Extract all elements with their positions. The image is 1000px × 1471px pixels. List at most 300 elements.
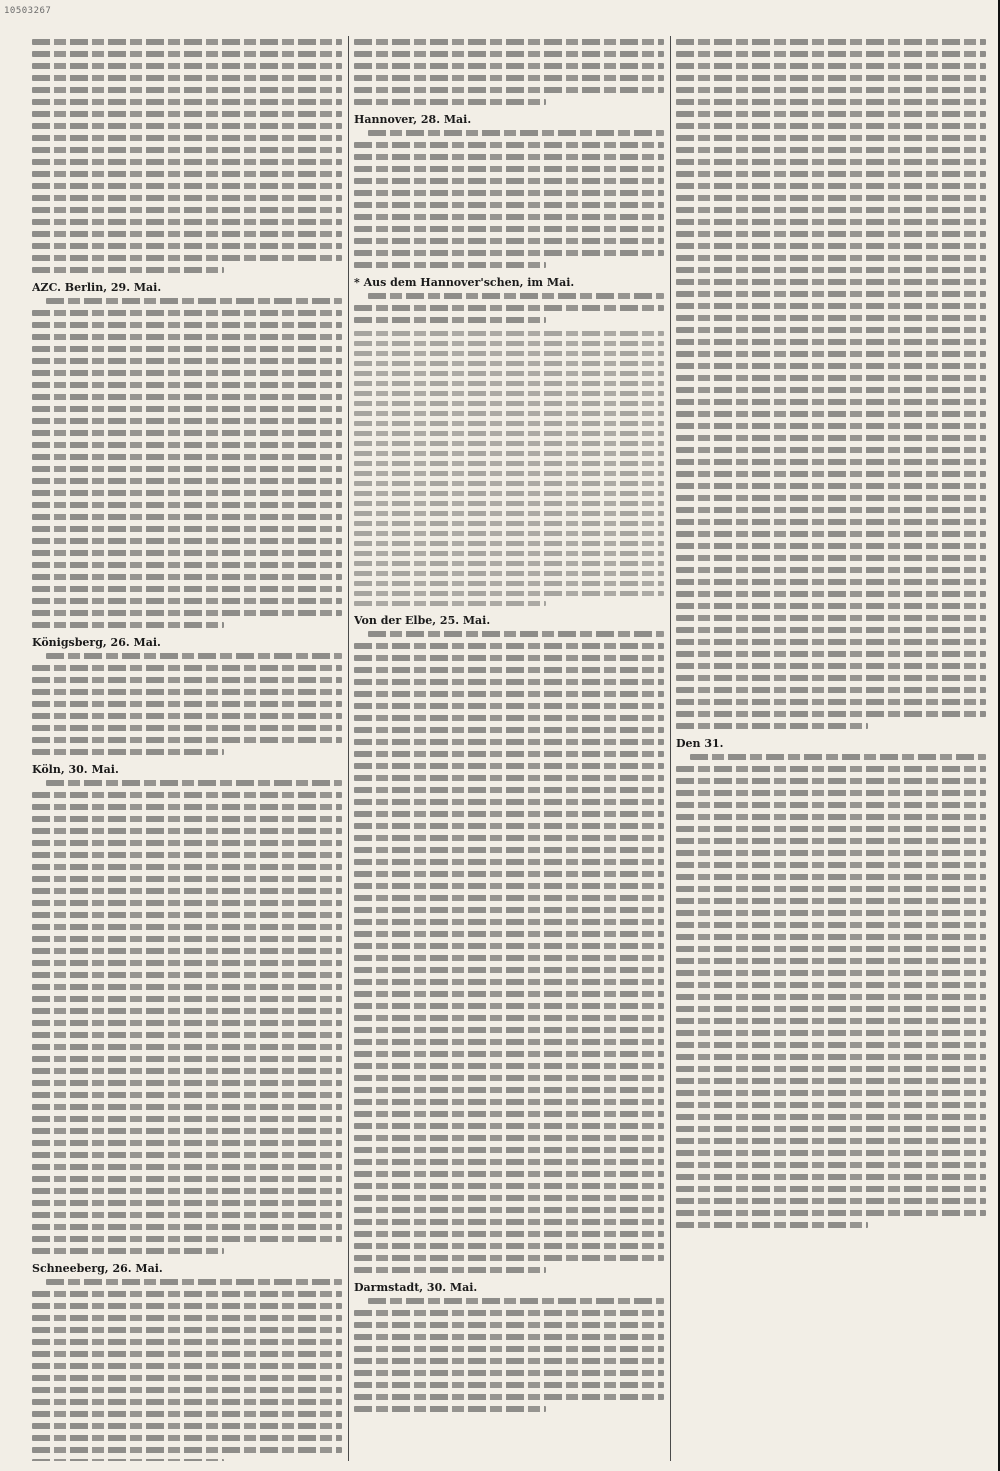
article-text-lines: [354, 293, 664, 323]
text-line: [32, 936, 342, 942]
text-line: [354, 775, 664, 781]
text-line: [354, 461, 664, 466]
text-line: [32, 1248, 224, 1254]
text-line: [32, 816, 342, 822]
text-line: [354, 411, 664, 416]
article-dateline: Darmstadt, 30. Mai.: [354, 1281, 478, 1294]
text-line: [32, 1176, 342, 1182]
text-line: [354, 667, 664, 673]
text-line: [354, 238, 664, 244]
text-line: [354, 1370, 664, 1376]
article-dateline: AZC. Berlin, 29. Mai.: [32, 281, 162, 294]
text-line: [354, 51, 664, 57]
text-line: [676, 922, 986, 928]
text-line: [354, 811, 664, 817]
text-line: [32, 255, 342, 261]
text-line: [32, 1351, 342, 1357]
text-line: [676, 591, 986, 597]
text-line: [354, 531, 664, 536]
text-line: [676, 1090, 986, 1096]
text-line: [676, 363, 986, 369]
text-line: [676, 826, 986, 832]
text-line: [676, 1042, 986, 1048]
text-line: [354, 601, 546, 606]
text-line: [354, 471, 664, 476]
text-line: [32, 677, 342, 683]
text-line: [354, 703, 664, 709]
text-line: [676, 874, 986, 880]
text-line: [32, 924, 342, 930]
text-line: [32, 51, 342, 57]
text-line: [354, 87, 664, 93]
text-line: [676, 1114, 986, 1120]
text-line: [32, 490, 342, 496]
text-line: [354, 75, 664, 81]
article: [676, 737, 986, 1228]
text-line: [32, 1128, 342, 1134]
text-line: [676, 1018, 986, 1024]
text-line: [354, 967, 664, 973]
text-line: [32, 1315, 342, 1321]
text-line: [32, 912, 342, 918]
text-line: [354, 99, 546, 105]
text-line: [354, 823, 664, 829]
text-line: [354, 787, 664, 793]
text-line: [368, 631, 664, 637]
text-line: [676, 1054, 986, 1060]
text-line: [32, 322, 342, 328]
text-line: [32, 713, 342, 719]
text-line: [676, 898, 986, 904]
text-line: [676, 627, 986, 633]
text-line: [354, 178, 664, 184]
text-line: [676, 1126, 986, 1132]
text-line: [676, 1150, 986, 1156]
text-line: [32, 1423, 342, 1429]
text-line: [354, 250, 664, 256]
text-line: [32, 310, 342, 316]
text-line: [676, 435, 986, 441]
text-line: [354, 481, 664, 486]
text-line: [354, 371, 664, 376]
text-line: [676, 1102, 986, 1108]
article-text-lines: [676, 39, 986, 729]
text-line: [354, 361, 664, 366]
text-line: [354, 571, 664, 576]
text-line: [354, 1334, 664, 1340]
text-line: [676, 543, 986, 549]
text-line: [354, 835, 664, 841]
text-line: [32, 960, 342, 966]
text-line: [354, 979, 664, 985]
text-line: [32, 207, 342, 213]
article-text-lines: [354, 631, 664, 1273]
text-line: [354, 739, 664, 745]
text-line: [32, 828, 342, 834]
text-line: [32, 550, 342, 556]
text-line: [676, 555, 986, 561]
text-line: [676, 982, 986, 988]
text-line: [676, 1006, 986, 1012]
text-line: [32, 406, 342, 412]
article: [354, 39, 664, 105]
text-line: [46, 653, 342, 659]
text-line: [676, 1078, 986, 1084]
article-dateline: * Aus dem Hannover'schen, im Mai.: [354, 276, 575, 289]
text-line: [32, 123, 342, 129]
text-line: [354, 955, 664, 961]
article: [354, 614, 664, 1273]
text-line: [32, 876, 342, 882]
text-line: [354, 1039, 664, 1045]
text-line: [32, 1387, 342, 1393]
text-line: [354, 1219, 664, 1225]
text-line: [32, 430, 342, 436]
text-line: [32, 852, 342, 858]
text-line: [32, 665, 342, 671]
text-line: [354, 305, 664, 311]
text-line: [354, 39, 664, 45]
article: [32, 281, 342, 628]
text-line: [676, 886, 986, 892]
text-line: [32, 418, 342, 424]
article: [32, 763, 342, 1254]
text-line: [676, 675, 986, 681]
article-text-lines: [354, 130, 664, 268]
text-line: [32, 1032, 342, 1038]
text-line: [354, 1207, 664, 1213]
text-line: [354, 421, 664, 426]
page-id-stamp: 10503267: [4, 6, 52, 16]
text-line: [354, 1255, 664, 1261]
text-line: [676, 687, 986, 693]
text-line: [32, 63, 342, 69]
article-dateline: Den 31.: [676, 737, 724, 750]
article: [676, 39, 986, 729]
text-line: [676, 663, 986, 669]
text-line: [32, 394, 342, 400]
text-line: [354, 541, 664, 546]
article-text-lines: [354, 331, 664, 606]
text-line: [32, 610, 342, 616]
text-line: [676, 411, 986, 417]
text-line: [676, 267, 986, 273]
text-line: [354, 919, 664, 925]
article-text-lines: [32, 298, 342, 628]
text-line: [676, 711, 986, 717]
text-line: [354, 551, 664, 556]
text-line: [676, 243, 986, 249]
text-line: [676, 1162, 986, 1168]
text-line: [676, 159, 986, 165]
text-line: [676, 814, 986, 820]
text-line: [32, 948, 342, 954]
text-line: [32, 135, 342, 141]
text-line: [676, 459, 986, 465]
text-line: [32, 526, 342, 532]
text-line: [32, 358, 342, 364]
text-line: [676, 1210, 986, 1216]
text-line: [676, 603, 986, 609]
text-line: [354, 214, 664, 220]
text-line: [676, 766, 986, 772]
text-line: [354, 142, 664, 148]
text-line: [676, 778, 986, 784]
text-line: [676, 483, 986, 489]
text-line: [354, 561, 664, 566]
text-line: [676, 958, 986, 964]
article: [32, 1262, 342, 1461]
text-line: [354, 1135, 664, 1141]
text-line: [676, 579, 986, 585]
article-text-lines: [354, 39, 664, 105]
text-line: [32, 622, 224, 628]
text-line: [676, 994, 986, 1000]
text-line: [354, 1406, 546, 1412]
text-line: [354, 763, 664, 769]
text-line: [676, 51, 986, 57]
text-line: [32, 1435, 342, 1441]
text-line: [32, 219, 342, 225]
text-line: [676, 207, 986, 213]
article: [354, 276, 664, 323]
text-line: [32, 1080, 342, 1086]
text-line: [676, 615, 986, 621]
text-line: [676, 219, 986, 225]
article-text-lines: [32, 1279, 342, 1461]
text-line: [32, 1116, 342, 1122]
text-line: [676, 255, 986, 261]
text-line: [676, 387, 986, 393]
text-line: [676, 99, 986, 105]
article-text-lines: [32, 39, 342, 273]
text-line: [32, 574, 342, 580]
text-line: [354, 190, 664, 196]
text-line: [354, 1322, 664, 1328]
text-line: [32, 1327, 342, 1333]
article: [354, 331, 664, 606]
text-line: [354, 799, 664, 805]
text-line: [354, 727, 664, 733]
text-line: [46, 1279, 342, 1285]
text-line: [354, 907, 664, 913]
article-text-lines: [32, 653, 342, 755]
text-line: [32, 1447, 342, 1453]
text-line: [32, 984, 342, 990]
text-line: [354, 751, 664, 757]
text-line: [354, 1171, 664, 1177]
text-line: [676, 63, 986, 69]
text-line: [676, 1222, 868, 1228]
text-line: [676, 423, 986, 429]
text-line: [676, 946, 986, 952]
text-line: [354, 451, 664, 456]
text-line: [676, 447, 986, 453]
text-line: [676, 279, 986, 285]
column-container: [26, 36, 992, 1461]
text-line: [32, 370, 342, 376]
article: [32, 39, 342, 273]
text-line: [354, 1183, 664, 1189]
article-dateline: Von der Elbe, 25. Mai.: [354, 614, 491, 627]
column-2: [348, 36, 670, 1461]
text-line: [354, 847, 664, 853]
text-line: [32, 1152, 342, 1158]
text-line: [676, 1030, 986, 1036]
text-line: [32, 267, 224, 273]
text-line: [32, 1140, 342, 1146]
text-line: [354, 643, 664, 649]
text-line: [32, 586, 342, 592]
text-line: [354, 154, 664, 160]
text-line: [354, 1027, 664, 1033]
text-line: [32, 1068, 342, 1074]
text-line: [368, 293, 664, 299]
text-line: [676, 327, 986, 333]
text-line: [368, 1298, 664, 1304]
text-line: [32, 231, 342, 237]
text-line: [32, 111, 342, 117]
text-line: [354, 1075, 664, 1081]
text-line: [354, 381, 664, 386]
text-line: [32, 466, 342, 472]
text-line: [354, 1099, 664, 1105]
text-line: [32, 1020, 342, 1026]
text-line: [354, 63, 664, 69]
text-line: [676, 651, 986, 657]
text-line: [690, 754, 986, 760]
text-line: [32, 1044, 342, 1050]
article: [32, 636, 342, 755]
text-line: [354, 1087, 664, 1093]
text-line: [354, 1310, 664, 1316]
text-line: [354, 317, 546, 323]
text-line: [354, 1147, 664, 1153]
text-line: [32, 147, 342, 153]
article-text-lines: [32, 780, 342, 1254]
text-line: [32, 171, 342, 177]
text-line: [32, 1212, 342, 1218]
text-line: [676, 838, 986, 844]
column-3: [670, 36, 992, 1461]
text-line: [354, 1267, 546, 1273]
text-line: [354, 1382, 664, 1388]
text-line: [32, 87, 342, 93]
text-line: [676, 303, 986, 309]
text-line: [354, 331, 664, 336]
text-line: [354, 655, 664, 661]
text-line: [32, 1188, 342, 1194]
text-line: [676, 1066, 986, 1072]
text-line: [354, 262, 546, 268]
text-line: [676, 1174, 986, 1180]
text-line: [676, 111, 986, 117]
text-line: [354, 1111, 664, 1117]
text-line: [32, 840, 342, 846]
text-line: [354, 1159, 664, 1165]
text-line: [32, 1411, 342, 1417]
column-1: [26, 36, 348, 1461]
text-line: [32, 1375, 342, 1381]
text-line: [32, 75, 342, 81]
text-line: [32, 737, 342, 743]
article-text-lines: [354, 1298, 664, 1412]
text-line: [368, 130, 664, 136]
text-line: [676, 75, 986, 81]
article-dateline: Hannover, 28. Mai.: [354, 113, 472, 126]
text-line: [676, 850, 986, 856]
text-line: [32, 1291, 342, 1297]
text-line: [354, 991, 664, 997]
article-dateline: Köln, 30. Mai.: [32, 763, 119, 776]
text-line: [676, 351, 986, 357]
text-line: [32, 1303, 342, 1309]
text-line: [32, 598, 342, 604]
text-line: [32, 1399, 342, 1405]
text-line: [32, 701, 342, 707]
text-line: [354, 1243, 664, 1249]
text-line: [32, 195, 342, 201]
text-line: [354, 491, 664, 496]
text-line: [354, 226, 664, 232]
text-line: [32, 725, 342, 731]
text-line: [354, 1123, 664, 1129]
text-line: [354, 883, 664, 889]
text-line: [354, 1346, 664, 1352]
text-line: [676, 934, 986, 940]
text-line: [676, 315, 986, 321]
text-line: [32, 804, 342, 810]
text-line: [676, 790, 986, 796]
text-line: [32, 39, 342, 45]
text-line: [354, 511, 664, 516]
text-line: [32, 562, 342, 568]
text-line: [354, 1003, 664, 1009]
text-line: [354, 166, 664, 172]
text-line: [32, 1236, 342, 1242]
text-line: [354, 871, 664, 877]
text-line: [32, 1224, 342, 1230]
text-line: [354, 401, 664, 406]
text-line: [676, 1198, 986, 1204]
text-line: [676, 375, 986, 381]
text-line: [354, 679, 664, 685]
text-line: [676, 970, 986, 976]
text-line: [676, 495, 986, 501]
text-line: [32, 514, 342, 520]
text-line: [354, 1015, 664, 1021]
text-line: [676, 507, 986, 513]
text-line: [32, 346, 342, 352]
text-line: [676, 567, 986, 573]
article-text-lines: [676, 754, 986, 1228]
text-line: [354, 391, 664, 396]
text-line: [676, 802, 986, 808]
text-line: [32, 972, 342, 978]
text-line: [676, 339, 986, 345]
text-line: [676, 291, 986, 297]
text-line: [676, 723, 868, 729]
text-line: [354, 691, 664, 697]
text-line: [46, 298, 342, 304]
text-line: [676, 171, 986, 177]
text-line: [32, 334, 342, 340]
text-line: [32, 1363, 342, 1369]
text-line: [354, 441, 664, 446]
text-line: [32, 243, 342, 249]
text-line: [32, 792, 342, 798]
text-line: [676, 519, 986, 525]
